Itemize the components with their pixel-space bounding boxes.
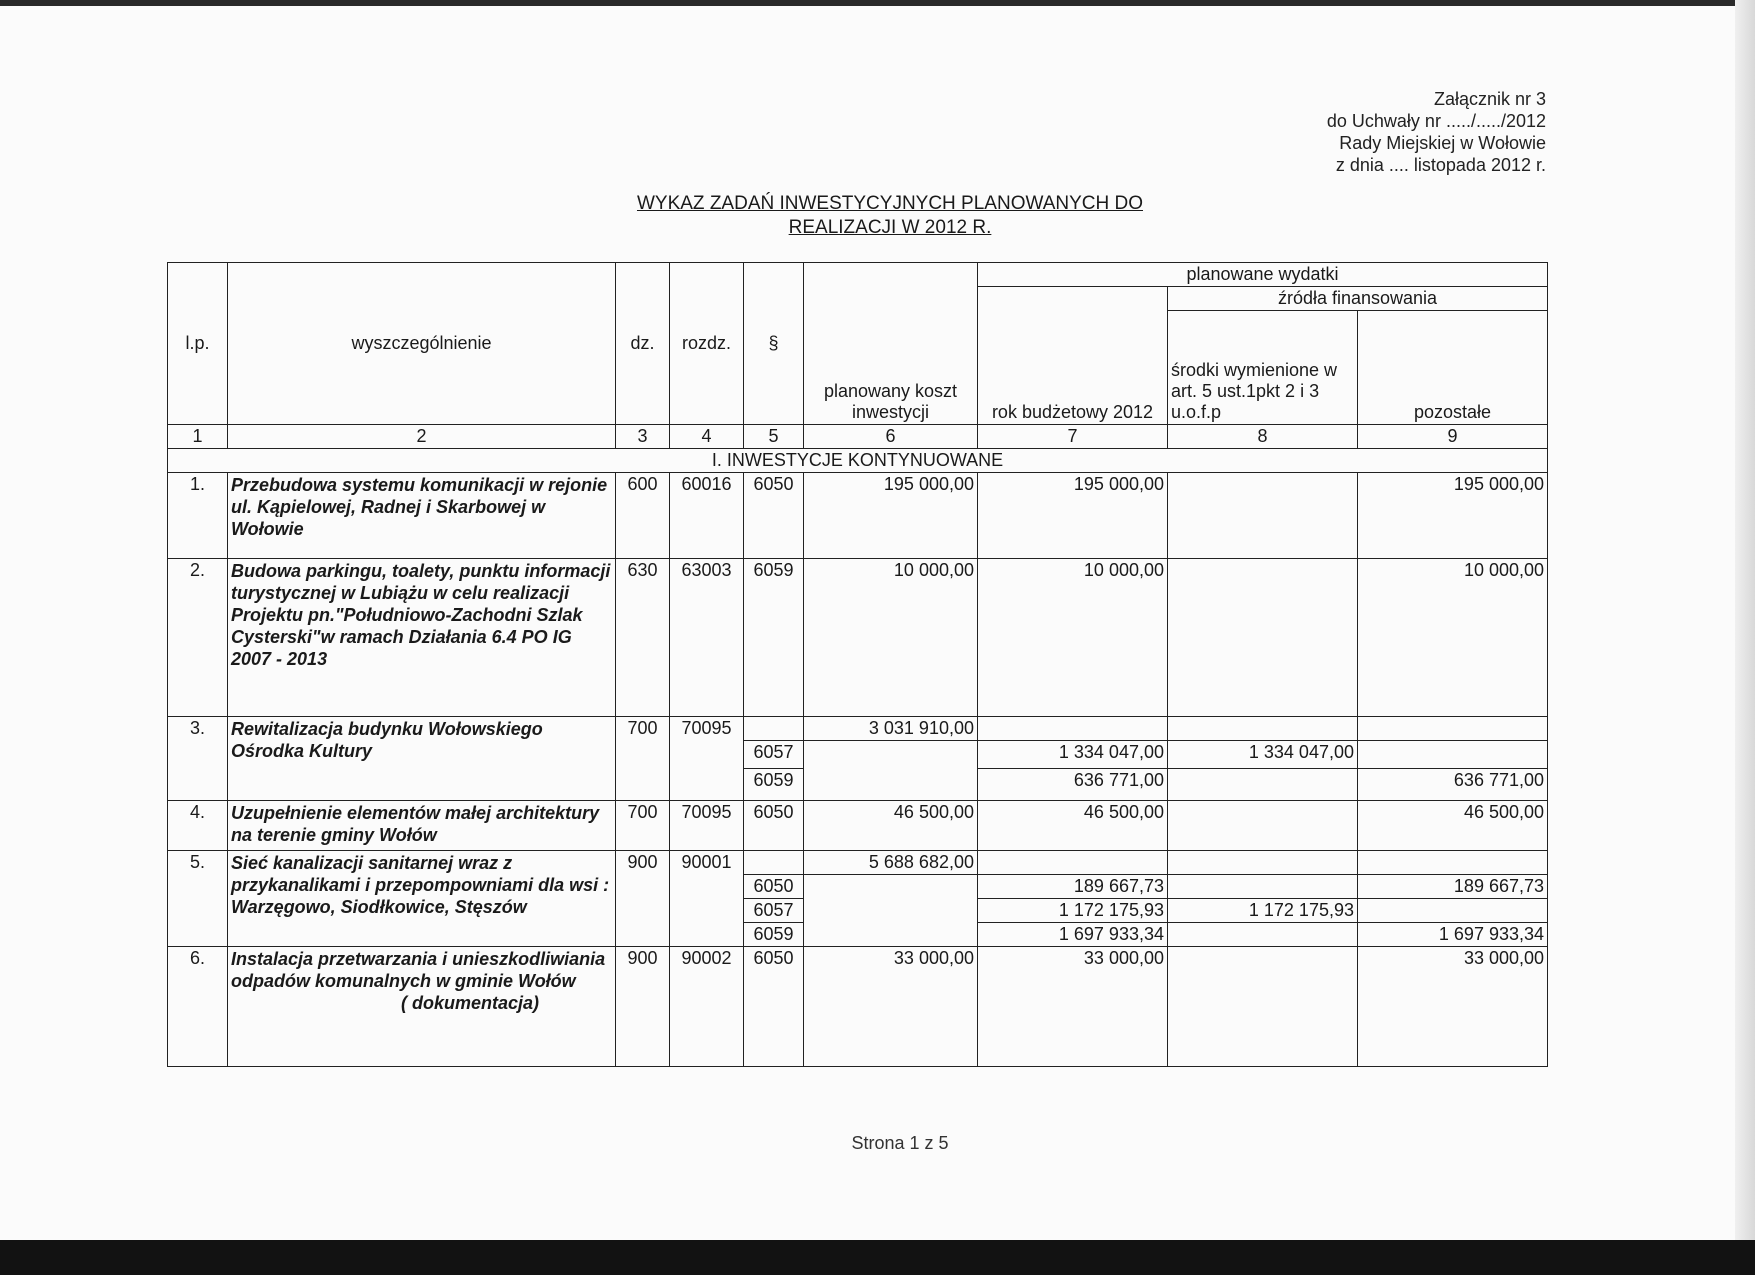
row-cost: 3 031 910,00 [804,717,978,741]
row-budget-year: 1 697 933,34 [978,923,1168,947]
row-dz: 630 [616,559,670,717]
row-paragraph: 6050 [744,801,804,851]
scan-edge-bottom [0,1240,1755,1275]
row-other [1358,899,1548,923]
header-other: pozostałe [1358,311,1548,425]
attachment-line-4: z dnia .... listopada 2012 r. [1335,155,1546,175]
row-dz: 900 [616,851,670,947]
row-lp: 6. [168,947,228,1067]
row-cost: 5 688 682,00 [804,851,978,875]
row-lp: 2. [168,559,228,717]
row-art5 [1168,473,1358,559]
investment-table [167,262,1548,1067]
table-row [168,473,1548,559]
row-dz: 700 [616,801,670,851]
row-art5 [1168,947,1358,1067]
row-rozdz: 90001 [670,851,744,947]
row-cost: 46 500,00 [804,801,978,851]
row-lp: 5. [168,851,228,947]
table-row [168,717,1548,741]
row-paragraph: 6059 [744,769,804,801]
row-other [1358,851,1548,875]
row-budget-year [978,717,1168,741]
row-paragraph: 6059 [744,923,804,947]
page-number: Strona 1 z 5 [851,1133,949,1153]
row-other: 33 000,00 [1358,947,1548,1067]
row-budget-year: 636 771,00 [978,769,1168,801]
row-art5 [1168,875,1358,899]
row-paragraph: 6050 [744,947,804,1067]
attachment-line-2: do Uchwały nr ...../...../2012 [1326,111,1546,131]
row-cost: 10 000,00 [804,559,978,717]
row-art5 [1168,717,1358,741]
row-description: Uzupełnienie elementów małej architektury na terenie gminy Wołów [228,801,616,851]
header-paragraph: § [744,263,804,425]
header-budget-year: rok budżetowy 2012 [978,287,1168,425]
title-line-1: WYKAZ ZADAŃ INWESTYCYJNYCH PLANOWANYCH DO [636,193,1143,214]
row-budget-year: 195 000,00 [978,473,1168,559]
col-number: 9 [1358,425,1548,449]
row-cost [804,741,978,801]
row-paragraph: 6050 [744,875,804,899]
row-cost: 195 000,00 [804,473,978,559]
row-paragraph [744,717,804,741]
col-number: 5 [744,425,804,449]
row-lp: 4. [168,801,228,851]
col-number: 1 [168,425,228,449]
row-art5 [1168,801,1358,851]
row-other: 189 667,73 [1358,875,1548,899]
row-other: 46 500,00 [1358,801,1548,851]
row-lp: 1. [168,473,228,559]
row-art5 [1168,559,1358,717]
row-rozdz: 70095 [670,801,744,851]
header-planned-cost: planowany koszt inwestycji [804,263,978,425]
row-rozdz: 90002 [670,947,744,1067]
row-rozdz: 70095 [670,717,744,801]
column-number-row [168,425,1548,449]
header-art5-funds: środki wymienione w art. 5 ust.1pkt 2 i 3 u.o.f.p [1168,311,1358,425]
row-dz: 900 [616,947,670,1067]
row-rozdz: 60016 [670,473,744,559]
row-other: 195 000,00 [1358,473,1548,559]
section-title: I. INWESTYCJE KONTYNUOWANE [168,449,1548,473]
row-art5: 1 334 047,00 [1168,741,1358,769]
row-art5 [1168,923,1358,947]
col-number: 3 [616,425,670,449]
row-art5 [1168,769,1358,801]
row-description: Rewitalizacja budynku Wołowskiego Ośrodka Kultury [228,717,616,801]
row-lp: 3. [168,717,228,801]
col-number: 6 [804,425,978,449]
col-number: 4 [670,425,744,449]
row-description-note: ( dokumentacja) [401,993,540,1013]
row-paragraph: 6057 [744,741,804,769]
table-row [168,947,1548,1067]
document-title [560,192,1220,240]
attachment-line-3: Rady Miejskiej w Wołowie [1339,133,1546,153]
row-description: Przebudowa systemu komunikacji w rejonie ul. Kąpielowej, Radnej i Skarbowej w Wołowie [228,473,616,559]
scan-edge-right [1735,0,1755,1275]
table-row [168,559,1548,717]
row-description: Budowa parkingu, toalety, punktu informacji turystycznej w Lubiążu w celu realizacji Projektu pn."Południowo-Zachodni Szlak Cysterski"w ramach Działania 6.4 PO IG 2007 - 2013 [228,559,616,717]
row-cost: 33 000,00 [804,947,978,1067]
scan-edge-top [0,0,1755,6]
row-budget-year: 1 334 047,00 [978,741,1168,769]
header-dz: dz. [616,263,670,425]
attachment-line-1: Załącznik nr 3 [1433,89,1546,109]
row-paragraph: 6059 [744,559,804,717]
table-row [168,801,1548,851]
table-row [168,851,1548,875]
row-paragraph: 6050 [744,473,804,559]
title-line-2: REALIZACJI W 2012 R. [788,217,992,238]
row-other [1358,717,1548,741]
header-lp: l.p. [168,263,228,425]
header-description: wyszczególnienie [228,263,616,425]
row-dz: 600 [616,473,670,559]
col-number: 2 [228,425,616,449]
header-funding-sources: źródła finansowania [1168,287,1548,311]
row-other [1358,741,1548,769]
header-planned-expenses: planowane wydatki [978,263,1548,287]
row-cost [804,875,978,947]
row-rozdz: 63003 [670,559,744,717]
row-paragraph: 6057 [744,899,804,923]
row-description-text: Instalacja przetwarzania i unieszkodliwiania odpadów komunalnych w gminie Wołów [231,949,606,991]
row-dz: 700 [616,717,670,801]
col-number: 8 [1168,425,1358,449]
row-art5: 1 172 175,93 [1168,899,1358,923]
row-paragraph [744,851,804,875]
row-budget-year: 46 500,00 [978,801,1168,851]
row-budget-year: 1 172 175,93 [978,899,1168,923]
row-budget-year: 10 000,00 [978,559,1168,717]
row-description: Sieć kanalizacji sanitarnej wraz z przykanalikami i przepompowniami dla wsi : Warzęgowo, Siodłkowice, Stęszów [228,851,616,947]
row-other: 636 771,00 [1358,769,1548,801]
row-art5 [1168,851,1358,875]
row-description [228,947,616,1067]
attachment-note [1200,88,1546,176]
header-rozdz: rozdz. [670,263,744,425]
row-budget-year: 189 667,73 [978,875,1168,899]
row-other: 10 000,00 [1358,559,1548,717]
row-budget-year [978,851,1168,875]
row-other: 1 697 933,34 [1358,923,1548,947]
row-budget-year: 33 000,00 [978,947,1168,1067]
col-number: 7 [978,425,1168,449]
